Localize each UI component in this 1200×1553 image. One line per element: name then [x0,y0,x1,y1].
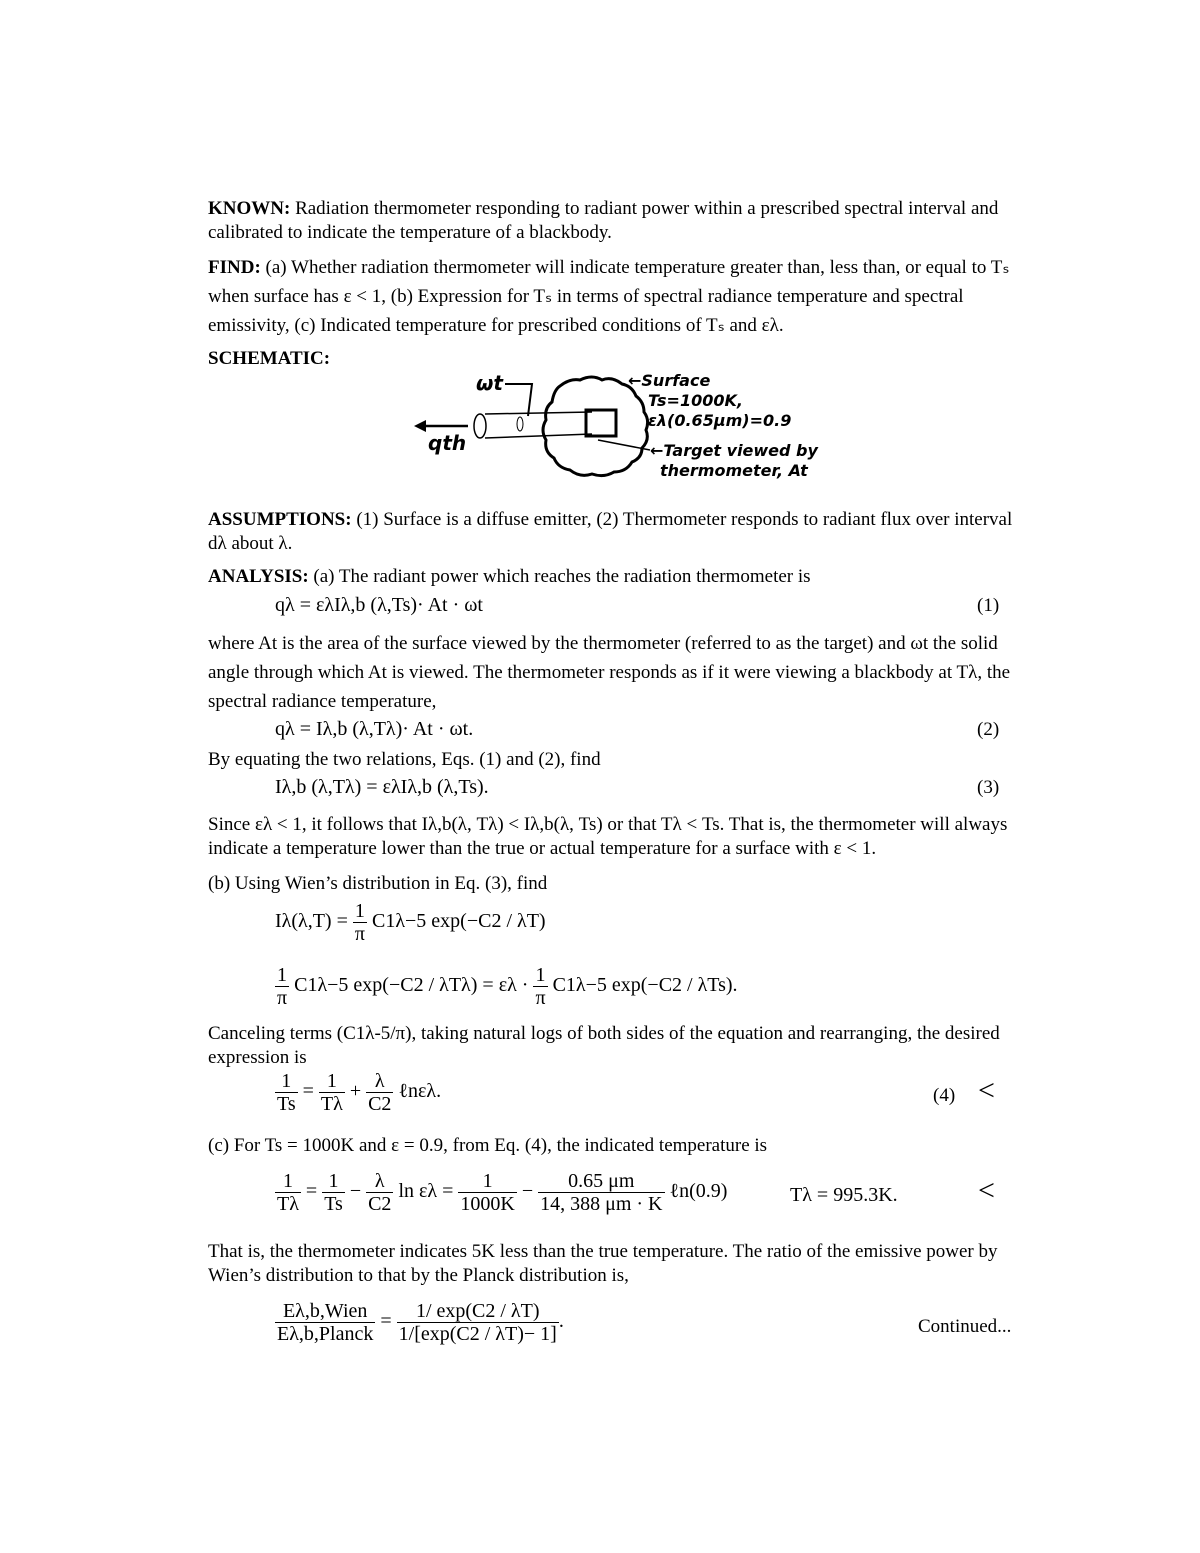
continued-label: Continued... [918,1316,1012,1337]
answer-mark-2: < [978,1174,995,1207]
omega-label: ωt [476,371,503,395]
equation-4-number: (4) [933,1085,956,1106]
part-b-text: (b) Using Wien’s distribution in Eq. (3), find [208,873,548,894]
c-frac-lc [366,1170,393,1215]
equation-1: qλ = ελIλ,b (λ,Ts)· At · ωt [275,594,483,616]
find-label: FIND: [208,257,261,278]
assumptions-section [208,508,1028,556]
eq4-tl: Tλ [320,1093,343,1115]
part-c-text: (c) For Ts = 1000K and ε = 0.9, from Eq. (4), the indicated temperature is [208,1135,768,1156]
c-ln: ln ελ = [398,1180,454,1203]
known-section [208,197,1028,245]
analysis-label: ANALYSIS: [208,566,309,587]
eq4-end: ℓnελ. [398,1080,442,1103]
wien2-frac-a-top: 1 [275,964,289,987]
q-label: qth [428,431,467,455]
wien-frac-bot: π [354,923,365,945]
wien2-end: C1λ−5 exp(−C2 / λTs). [552,974,738,997]
eq4-one-b: 1 [319,1070,345,1093]
ratio-top-right: 1/ exp(C2 / λT) [397,1300,559,1323]
c-result: Tλ = 995.3K. [790,1184,898,1206]
thermometer-aperture [474,414,486,438]
eq4-frac-lc [366,1070,393,1115]
equation-2: qλ = Iλ,b (λ,Tλ)· At · ωt. [275,718,474,740]
c-1000k: 1000K [460,1193,515,1215]
equation-4: $\frac{1}{Ts}$ = $\frac{1}{T\lambda}$ + $\frac{\lambda}{C2}$ ℓnελ. [277,1070,442,1115]
ratio-top-left: Eλ,b,Wien [275,1300,375,1323]
eq4-c2: C2 [368,1093,392,1115]
wien-equation [275,900,546,945]
find-section [208,253,1028,340]
c-ts: Ts [324,1193,343,1215]
surface-label-1: ←Surface [628,371,711,390]
target-label-1: ←Target viewed by [650,441,818,460]
target-square [586,410,616,436]
schematic-diagram [410,366,830,486]
conclusion-paragraph: That is, the thermometer indicates 5K less than the true temperature. The ratio of the emissive power by Wien’s distribution to that by the Planck distribution is, [208,1241,998,1286]
assumptions-label: ASSUMPTIONS: [208,509,352,530]
part-c-equation: $\frac{1}{T\lambda}$ = $\frac{1}{Ts}$ − $\frac{\lambda}{C2}$ ln ελ = $\frac{1}{1000K}$ − $\frac{0.65 \mu m}{14, 388 \mu m \cdot K}$ ℓn(0.9) [277,1170,728,1215]
wien2-mid: C1λ−5 exp(−C2 / λTλ) = ελ · [294,974,529,997]
wien-rhs: C1λ−5 exp(−C2 / λT) [371,910,546,933]
find-text: (a) Whether radiation thermometer will indicate temperature greater than, less than, or equal to Tₛ when surface has ε < 1, (b) Expression for Tₛ in terms of spectral radiance temperature and spectral emissivity, (c) Indicated temperature for prescribed conditions of Tₛ and ελ. [208,257,1010,336]
assumptions-text: (1) Surface is a diffuse emitter, (2) Thermometer responds to radiant flux over interval dλ about λ. [208,509,1013,554]
wien-lhs: Iλ(λ,T) = [275,910,348,933]
since-paragraph: Since ελ < 1, it follows that Iλ,b(λ, Tλ) < Iλ,b(λ, Ts) or that Tλ < Ts. That is, the thermometer will always indicate a temperature lower than the true or actual temperature for a surface with ε < 1. [208,814,1008,859]
wien2-frac-b-bot: π [535,987,546,1009]
eq4-frac-tl [319,1070,345,1115]
ratio-frac-left [275,1300,375,1345]
eq4-frac-ts [275,1070,298,1115]
c-lambda: λ [366,1170,393,1193]
wien-equation-2 [275,964,738,1009]
equation-1-number: (1) [977,595,1000,616]
ratio-bot-right: 1/[exp(C2 / λT)− 1] [398,1323,557,1345]
where-paragraph: where At is the area of the surface viewed by the thermometer (referred to as the target) and ωt the solid angle through which At is viewed. The thermometer responds as if it were viewing a blackbody at Tλ, the spectral radiance temperature, [208,633,1011,712]
wien-fraction [353,900,367,945]
answer-mark-1: < [978,1074,995,1107]
known-text: Radiation thermometer responding to radiant power within a prescribed spectral interval and calibrated to indicate the temperature of a blackbody. [208,198,999,243]
eq4-one-a: 1 [275,1070,298,1093]
wien2-frac-a-bot: π [277,987,288,1009]
equation-2-number: (2) [977,719,1000,740]
wien2-frac-b-top: 1 [533,964,547,987]
c-frac-tl [275,1170,301,1215]
c-frac-1000 [458,1170,516,1215]
surface-label-2: Ts=1000K, [648,391,743,410]
ratio-bot-left: Eλ,b,Planck [277,1323,374,1345]
schematic-label: SCHEMATIC: [208,348,331,369]
equation-3-number: (3) [977,777,1000,798]
ratio-frac-right [397,1300,559,1345]
surface-label-3: ελ(0.65μm)=0.9 [648,411,792,430]
c-wave-bot: 14, 388 μm · K [540,1193,663,1215]
equation-3: Iλ,b (λ,Tλ) = ελIλ,b (λ,Ts). [275,776,489,798]
c-wave-top: 0.65 μm [538,1170,664,1193]
cancel-paragraph: Canceling terms (C1λ-5/π), taking natural logs of both sides of the equation and rearranging, the desired expression is [208,1023,1000,1068]
c-ln09: ℓn(0.9) [669,1180,728,1203]
surface-outline [543,377,648,476]
c-tl: Tλ [277,1193,299,1215]
wien2-fraction-a [275,964,289,1009]
c-one-b: 1 [322,1170,345,1193]
c-frac-wave [538,1170,664,1215]
equating-text: By equating the two relations, Eqs. (1) and (2), find [208,749,601,770]
wien2-fraction-b [533,964,547,1009]
ratio-equation: $\frac{\text{Eλ,b,Wien}}{\text{Eλ,b,Planck}}$ = $\frac{1/ \exp(C2 / \lambda T)}{1/[\exp(C2 / \lambda T)- 1]}$ . [277,1300,564,1345]
wien-frac-top: 1 [353,900,367,923]
analysis-intro-text: (a) The radiant power which reaches the radiation thermometer is [313,566,811,587]
c-c2: C2 [368,1193,392,1215]
c-frac-ts [322,1170,345,1215]
eq4-lambda: λ [366,1070,393,1093]
c-one-a: 1 [275,1170,301,1193]
analysis-intro [208,565,1028,589]
known-label: KNOWN: [208,198,291,219]
target-label-2: thermometer, At [660,461,808,480]
eq4-ts: Ts [277,1093,296,1115]
c-one-c: 1 [458,1170,516,1193]
